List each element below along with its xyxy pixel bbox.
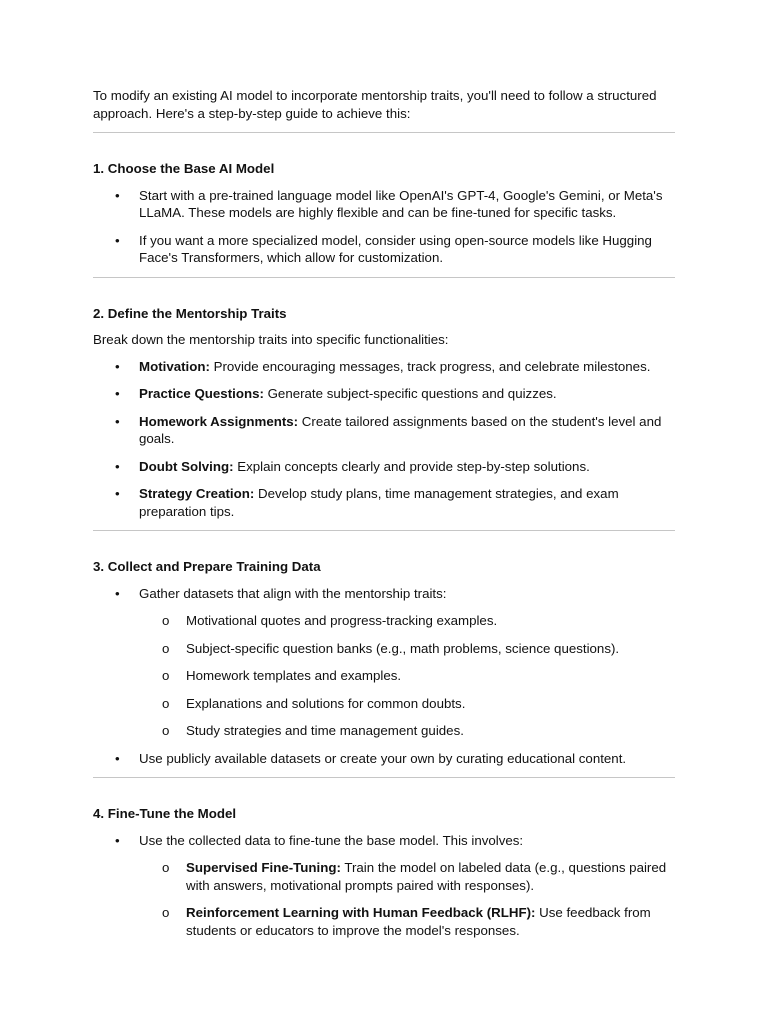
list-item-term: Practice Questions:	[139, 386, 264, 401]
section-divider	[93, 777, 675, 778]
section-1-list	[93, 187, 675, 267]
list-item-text: Explain concepts clearly and provide step-by-step solutions.	[233, 458, 590, 474]
section-3-list	[93, 585, 675, 768]
list-item-term: Doubt Solving:	[139, 458, 234, 474]
section-3-sublist	[139, 612, 675, 740]
sub-list-item	[139, 859, 675, 894]
list-item	[93, 485, 675, 520]
list-item-text: Develop study plans, time management strategies, and exam preparation tips.	[139, 486, 619, 519]
sub-list-item: o Explanations and solutions for common doubts.	[139, 695, 675, 713]
list-item-text: Gather datasets that align with the mentorship traits:	[139, 585, 447, 601]
sub-list-item: o Motivational quotes and progress-tracking examples.	[139, 612, 675, 630]
section-2-list	[93, 358, 675, 521]
list-item	[93, 358, 675, 376]
sub-list-item-term: Supervised Fine-Tuning:	[186, 860, 341, 875]
list-item	[93, 832, 675, 940]
list-item	[93, 458, 675, 476]
list-item-term: Strategy Creation:	[139, 486, 255, 501]
list-item-text: Create tailored assignments based on the student's level and goals.	[139, 413, 662, 446]
section-2-lead: Break down the mentorship traits into specific functionalities:	[93, 332, 449, 347]
section-4-list	[93, 832, 675, 940]
intro-paragraph: To modify an existing AI model to incorporate mentorship traits, you'll need to follow a structured approach. Here's a step-by-step guide to achieve this:	[93, 88, 657, 121]
list-item: • Use publicly available datasets or create your own by curating educational content.	[93, 750, 675, 768]
list-item-text: Provide encouraging messages, track progress, and celebrate milestones.	[209, 358, 651, 374]
sub-list-item: o Study strategies and time management guides.	[139, 722, 675, 740]
sub-list-item-text: Use feedback from students or educators to improve the model's responses.	[186, 905, 651, 938]
section-divider	[93, 277, 675, 278]
section-divider	[93, 132, 675, 133]
list-item-term: Motivation:	[139, 358, 210, 374]
list-item: • If you want a more specialized model, consider using open-source models like Hugging Face's Transformers, which allow for customization.	[93, 232, 675, 267]
sub-list-item: o Homework templates and examples.	[139, 667, 675, 685]
section-3-heading: 3. Collect and Prepare Training Data	[93, 559, 321, 574]
section-1-heading: 1. Choose the Base AI Model	[93, 161, 275, 176]
sub-list-item: o Subject-specific question banks (e.g., math problems, science questions).	[139, 640, 675, 658]
section-4-sublist	[139, 859, 675, 939]
section-2-heading: 2. Define the Mentorship Traits	[93, 305, 287, 321]
list-item-text: Use the collected data to fine-tune the base model. This involves:	[139, 832, 524, 848]
list-item-text: Generate subject-specific questions and quizzes.	[263, 386, 557, 401]
sub-list-item	[139, 904, 675, 939]
section-divider	[93, 530, 675, 531]
sub-list-item-text: Train the model on labeled data (e.g., questions paired with answers, motivational prompts paired with responses).	[186, 860, 667, 893]
document-body	[93, 87, 675, 949]
list-item: • Start with a pre-trained language model like OpenAI's GPT-4, Google's Gemini, or Meta's LLaMA. These models are highly flexible and can be fine-tuned for specific tasks.	[93, 187, 675, 222]
list-item	[93, 413, 675, 448]
list-item	[93, 585, 675, 740]
section-4-heading: 4. Fine-Tune the Model	[93, 806, 237, 821]
sub-list-item-term: Reinforcement Learning with Human Feedback (RLHF):	[186, 905, 536, 920]
list-item-term: Homework Assignments:	[139, 413, 299, 429]
list-item	[93, 385, 675, 403]
